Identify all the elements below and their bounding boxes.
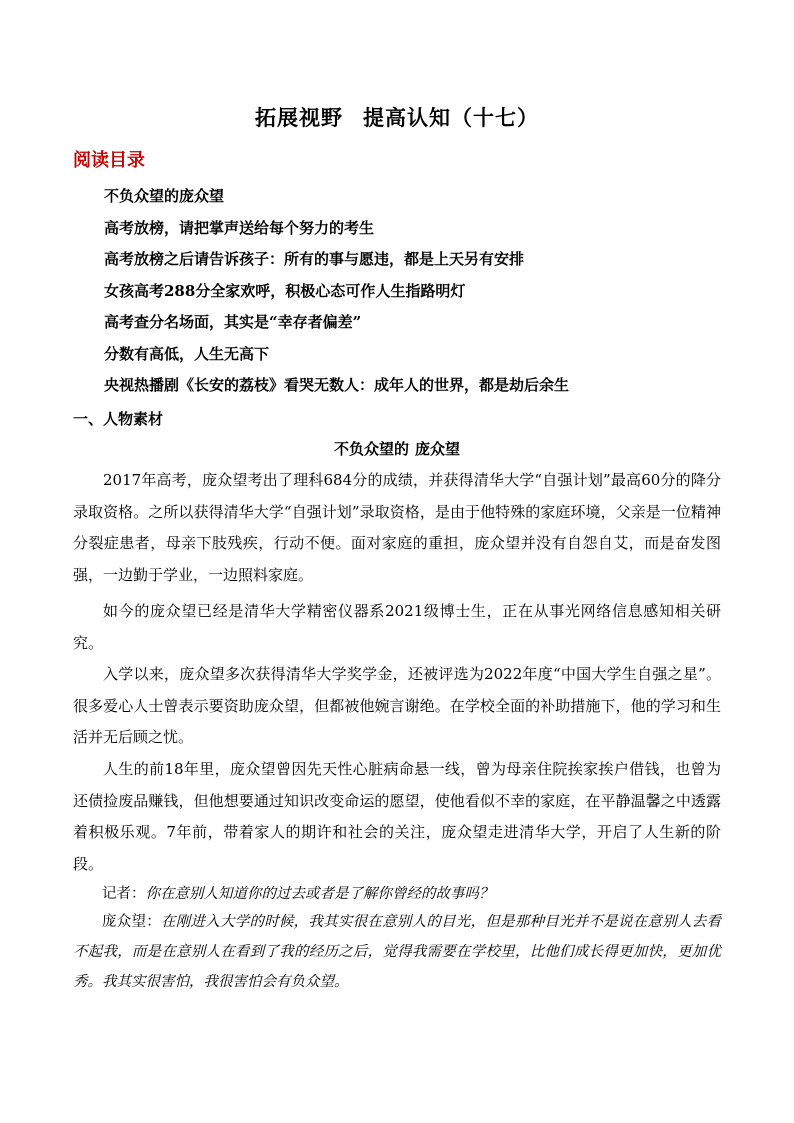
- toc-item[interactable]: 高考放榜，请把掌声送给每个努力的考生: [104, 218, 375, 237]
- toc-item[interactable]: 央视热播剧《长安的荔枝》看哭无数人：成年人的世界，都是劫后余生: [104, 376, 570, 394]
- body-paragraph: 2017年高考，庞众望考出了理科684分的成绩，并获得清华大学“自强计划”最高60分的降分录取资格。之所以获得清华大学“自强计划”录取资格，是由于他特殊的家庭环境，父亲是一位精神分裂症患者，母亲下肢残疾，行动不便。面对家庭的重担，庞众望并没有自怨自艾，而是奋发图强，一边勤于学业，一边照料家庭。: [73, 471, 721, 584]
- reporter-label: 记者：: [102, 886, 146, 902]
- section-heading: 一、人物素材: [73, 410, 164, 428]
- answer-label: 庞众望：: [102, 914, 161, 930]
- answer-text: 在刚进入大学的时候，我其实很在意别人的目光，但是那种目光并不是说在意别人去看不起我，而是在意别人在看到了我的经历之后，觉得我需要在学校里，比他们成长得更加快，更加优秀。我其实很害怕，我很害怕会有负众望。: [73, 914, 722, 990]
- toc-list: [104, 183, 744, 404]
- toc-item[interactable]: 高考查分名场面，其实是“幸存者偏差”: [104, 313, 362, 331]
- body-paragraph: 入学以来，庞众望多次获得清华大学奖学金，还被评选为2022年度“中国大学生自强之星”。很多爱心人士曾表示要资助庞众望，但都被他婉言谢绝。在学校全面的补助措施下，他的学习和生活并无后顾之忧。: [73, 665, 721, 746]
- toc-item[interactable]: 不负众望的庞众望: [104, 187, 225, 205]
- body-paragraph: 人生的前18年里，庞众望曾因先天性心脏病命悬一线，曾为母亲住院挨家挨户借钱，也曾为还债捡废品赚钱，但他想要通过知识改变命运的愿望，使他看似不幸的家庭，在平静温馨之中透露着积极乐观。7年前，带着家人的期许和社会的关注，庞众望走进清华大学，开启了人生新的阶段。: [73, 760, 721, 873]
- article-title: [0, 436, 794, 462]
- article-title-part-b: 庞众望: [415, 440, 461, 458]
- toc-item[interactable]: 分数有高低，人生无高下: [104, 344, 270, 363]
- reporter-text: 你在意别人知道你的过去或者是了解你曾经的故事吗？: [145, 886, 494, 902]
- interview-answer: [73, 907, 721, 997]
- body-paragraph: 如今的庞众望已经是清华大学精密仪器系2021级博士生，正在从事光网络信息感知相关研究。: [73, 602, 721, 652]
- page-title: [0, 102, 794, 132]
- toc-item[interactable]: 女孩高考288分全家欢呼，积极心态可作人生指路明灯: [104, 281, 466, 300]
- article-title-part-a: 不负众望的: [333, 440, 409, 458]
- title-main: 拓展视野: [255, 106, 343, 130]
- toc-item[interactable]: 高考放榜之后请告诉孩子：所有的事与愿违，都是上天另有安排: [104, 250, 525, 268]
- toc-heading: 阅读目录: [73, 150, 145, 171]
- interview-question: [73, 880, 721, 908]
- title-sub: 提高认知（十七）: [363, 106, 539, 130]
